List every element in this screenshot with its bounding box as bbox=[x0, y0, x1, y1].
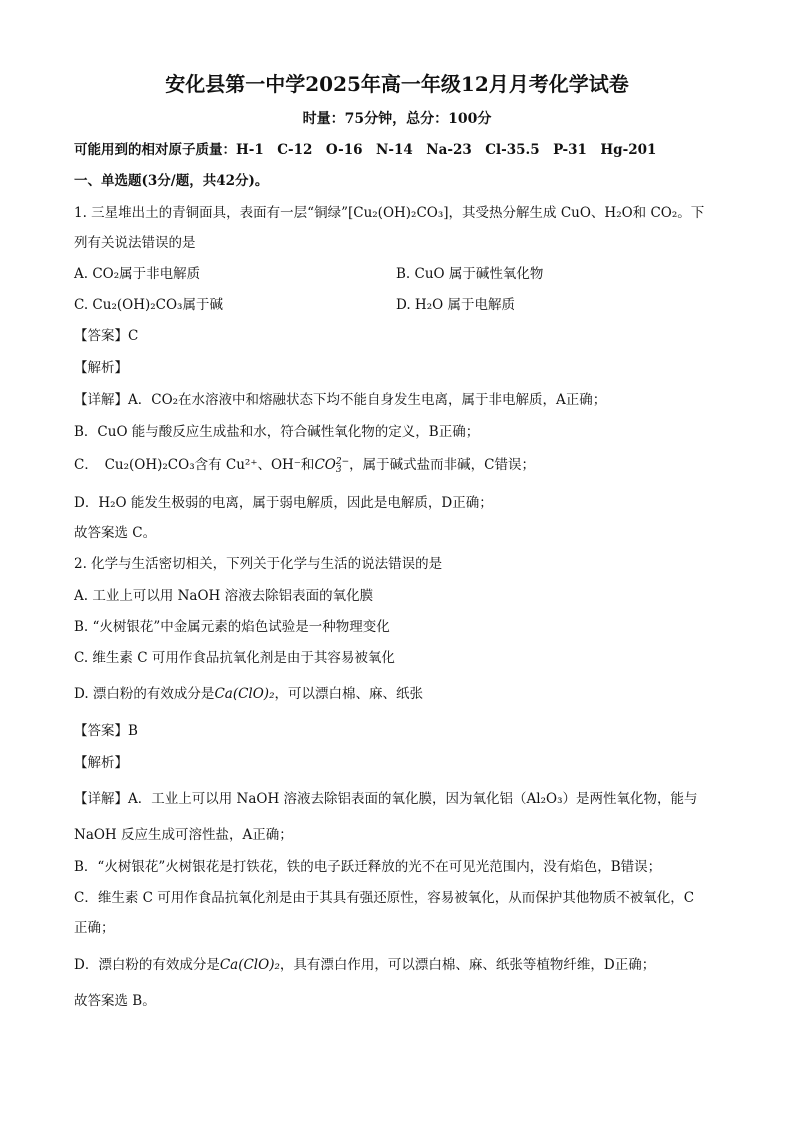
q2-detail-c-line2: 正确； bbox=[74, 920, 115, 936]
section-heading: 一、单选题(3分/题，共42分)。 bbox=[74, 173, 269, 189]
q2-detail-b: B．“火树银花”火树银花是打铁花，铁的电子跃迁释放的光不在可见光范围内，没有焰色，B错误； bbox=[74, 859, 662, 875]
alumina-formula: Al₂O₃ bbox=[526, 791, 563, 807]
q2-stem: 2. 化学与生活密切相关，下列关于化学与生活的说法错误的是 bbox=[74, 556, 443, 572]
q2-option-c: C. 维生素 C 可用作食品抗氧化剂是由于其容易被氧化 bbox=[74, 650, 395, 666]
q1-conclusion: 故答案选 C。 bbox=[74, 525, 157, 541]
atomic-masses: 可能用到的相对原子质量：H-1 C-12 O-16 N-14 Na-23 Cl-35.5 P-31 Hg-201 bbox=[74, 142, 657, 158]
q1-detail-d: D．H₂O 能发生极弱的电离，属于弱电解质，因此是电解质，D正确； bbox=[74, 495, 493, 511]
time-score: 时量：75分钟，总分：100分 bbox=[302, 111, 492, 127]
q1-stem-line2: 列有关说法错误的是 bbox=[74, 235, 196, 251]
q1-detail-c bbox=[74, 455, 720, 475]
q1-stem-line1: 1. 三星堆出土的青铜面具，表面有一层“铜绿”[Cu₂(OH)₂CO₃]，其受热分解生成 CuO、H₂O和 CO₂。下 bbox=[74, 205, 705, 221]
q2-option-b: B. “火树银花”中金属元素的焰色试验是一种物理变化 bbox=[74, 619, 390, 635]
exam-title: 安化县第一中学2025年高一年级12月月考化学试卷 bbox=[165, 72, 629, 96]
q1-detail-b: B．CuO 能与酸反应生成盐和水，符合碱性氧化物的定义，B正确； bbox=[74, 424, 480, 440]
carbonate-ion-formula: CO2− 3 bbox=[314, 456, 350, 475]
q2-detail-a-line2: NaOH 反应生成可溶性盐，A正确； bbox=[74, 827, 293, 843]
q2-detail-d: D．漂白粉的有效成分是Ca(ClO)₂，具有漂白作用，可以漂白棉、麻、纸张等植物纤维，D正确； bbox=[74, 957, 656, 973]
q2-option-d: D. 漂白粉的有效成分是Ca(ClO)₂，可以漂白棉、麻、纸张 bbox=[74, 686, 423, 702]
q1-option-a: A. CO₂属于非电解质 bbox=[74, 266, 201, 282]
q1-option-c: C. Cu₂(OH)₂CO₃属于碱 bbox=[74, 297, 223, 313]
q1-detail-a: 【详解】A．CO₂在水溶液中和熔融状态下均不能自身发生电离，属于非电解质，A正确； bbox=[74, 392, 607, 408]
q1-analysis-label: 【解析】 bbox=[74, 360, 128, 376]
q2-detail-c-line1: C．维生素 C 可用作食品抗氧化剂是由于其具有强还原性，容易被氧化，从而保护其他物质不被氧化，C bbox=[74, 890, 695, 906]
hypochlorite-formula: Ca(ClO)₂ bbox=[214, 686, 275, 702]
q2-detail-a-line1: 【详解】A．工业上可以用 NaOH 溶液去除铝表面的氧化膜，因为氧化铝（Al₂O₃）是两性氧化物，能与 bbox=[74, 791, 698, 807]
q1-option-b: B. CuO 属于碱性氧化物 bbox=[396, 266, 544, 282]
hypochlorite-formula-detail: Ca(ClO)₂ bbox=[219, 957, 280, 973]
q1-answer: 【答案】C bbox=[74, 328, 139, 344]
q1-option-d: D. H₂O 属于电解质 bbox=[396, 297, 515, 313]
q2-conclusion: 故答案选 B。 bbox=[74, 993, 156, 1009]
q1-detail-c-tail: ，属于碱式盐而非碱，C错误； bbox=[349, 457, 535, 473]
q2-analysis-label: 【解析】 bbox=[74, 755, 128, 771]
q1-detail-c-text: C． Cu₂(OH)₂CO₃含有 Cu²⁺、OH⁻和 bbox=[74, 457, 315, 473]
q2-answer: 【答案】B bbox=[74, 723, 138, 739]
q2-option-a: A. 工业上可以用 NaOH 溶液去除铝表面的氧化膜 bbox=[74, 588, 374, 604]
